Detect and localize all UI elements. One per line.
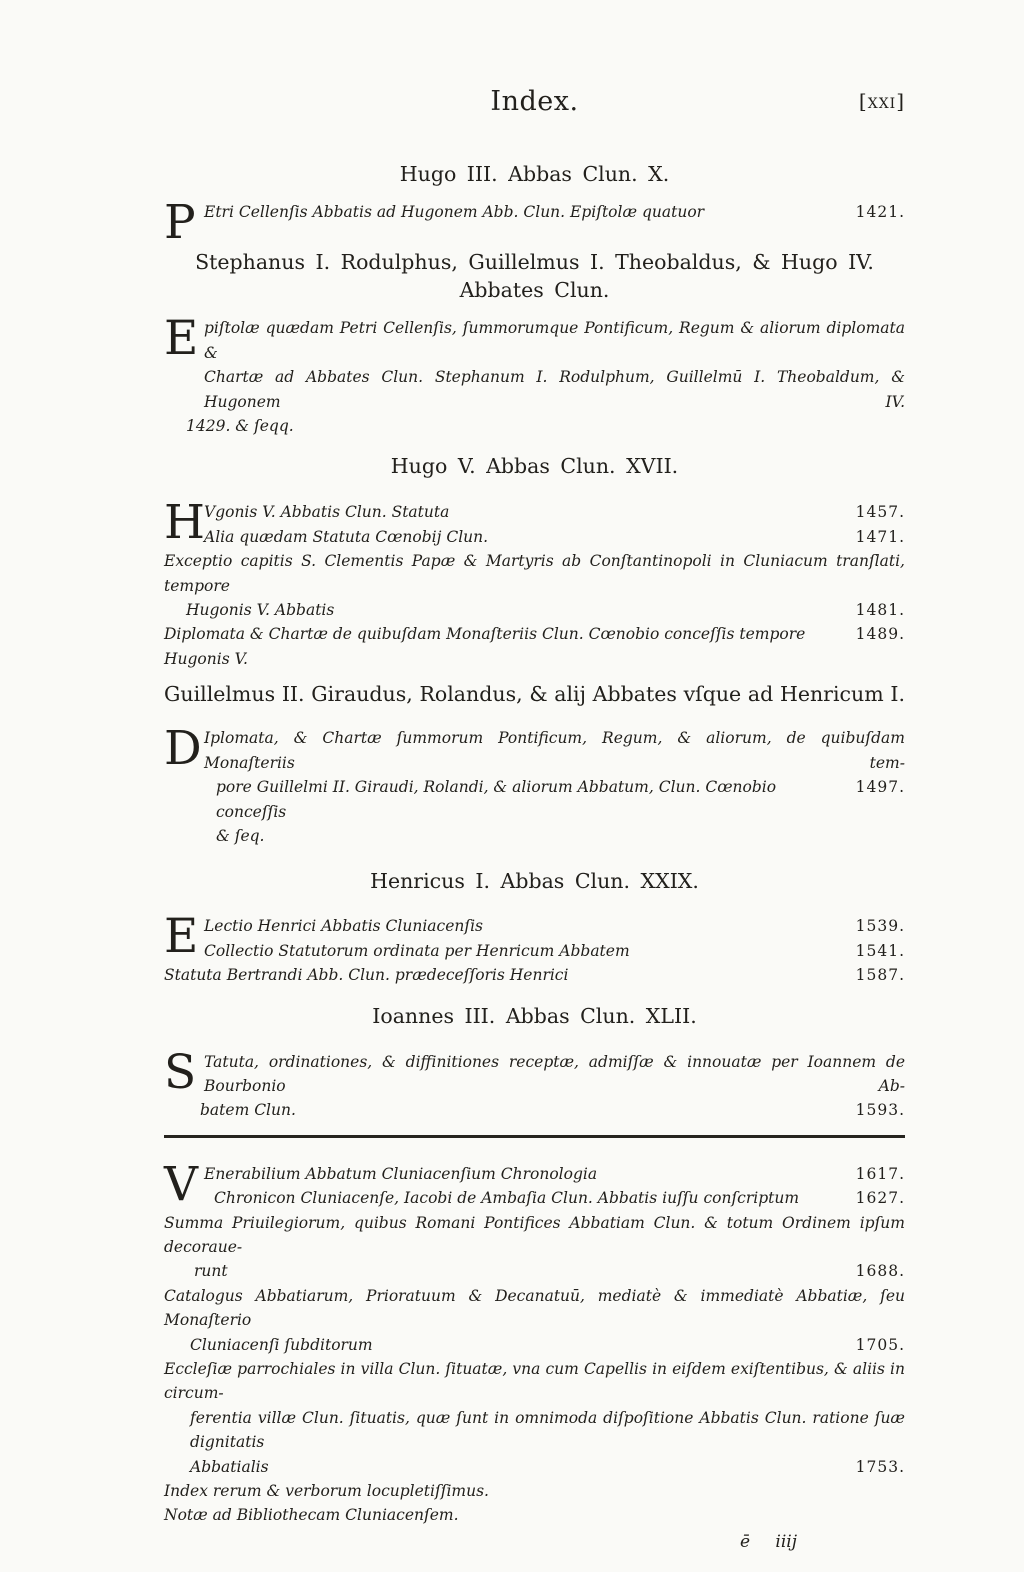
entry-text: Vgonis V. Abbatis Clun. Statuta: [204, 503, 450, 522]
entry-text: pore Guillelmi II. Giraudi, Rolandi, & aliorum Abbatum, Clun. Cœnobio conceſſis: [216, 778, 777, 821]
entry-line: [164, 365, 905, 414]
text-block: [164, 86, 905, 1552]
index-entry: [164, 311, 905, 438]
entry-text: Statuta Bertrandi Abb. Clun. prædeceſſoris Henrici: [164, 966, 569, 985]
entry-line: [164, 1186, 905, 1210]
page-header: [164, 86, 905, 124]
entry-text: Notæ ad Bibliothecam Cluniacenſem.: [164, 1506, 459, 1525]
entry-text: Enerabilium Abbatum Cluniacenſium Chronologia: [204, 1164, 598, 1183]
entry-line: [164, 1357, 905, 1406]
entry-line: [164, 1044, 905, 1100]
entry-pagenum: 1497.: [855, 778, 905, 797]
section-appendix: [164, 1156, 905, 1528]
entry-pagenum: 1627.: [855, 1189, 905, 1208]
entry-line: [164, 1333, 905, 1357]
section-hugo-iii: [164, 160, 905, 250]
entry-line: [164, 721, 905, 777]
entry-text: Catalogus Abbatiarum, Prioratuum & Decanatuū, mediatè & immediatè Abbatiæ, ſeu Monaſterio: [164, 1286, 905, 1330]
index-entry: [164, 195, 905, 250]
folio-number: [xxi]: [858, 89, 905, 113]
entry-pagenum: 1481.: [855, 601, 905, 620]
page-title: Index.: [490, 86, 579, 117]
dropcap-letter: V: [164, 1156, 198, 1212]
entry-line: [164, 200, 905, 224]
entry-pagenum: 1539.: [855, 917, 905, 936]
entry-text: Exceptio capitis S. Clementis Papæ & Martyris ab Conſtantinopoli in Cluniacum tranſlati, tempore: [164, 552, 905, 595]
index-entry: [164, 909, 905, 987]
entry-text: piſtolæ quædam Petri Cellenſis, ſummorumque Pontificum, Regum & aliorum diplomata &: [204, 319, 905, 362]
section-stephanus: [164, 248, 905, 438]
divider-rule: [164, 1135, 905, 1138]
entry-line: [164, 598, 905, 622]
entry-text: & ſeq.: [216, 826, 265, 845]
entry-text: Diplomata & Chartæ de quibuſdam Monaſteriis Clun. Cœnobio conceſſis tempore Hugonis V.: [164, 625, 806, 668]
dropcap-letter: D: [164, 721, 202, 777]
entry-pagenum: 1705.: [855, 1335, 905, 1354]
entry-pagenum: 1593.: [855, 1101, 905, 1120]
dropcap-letter: E: [164, 311, 199, 367]
entry-text: Eccleſiæ parrochiales in villa Clun. ſituatæ, vna cum Capellis in eiſdem exiſtentibus, & aliis in circum-: [164, 1360, 905, 1403]
entry-line: [164, 311, 905, 367]
entry-text: Hugonis V. Abbatis: [186, 601, 335, 620]
section-hugo-v: [164, 452, 905, 671]
entry-text: 1429. & ſeqq.: [186, 417, 294, 436]
entry-text: Chartæ ad Abbates Clun. Stephanum I. Rodulphum, Guillelmū I. Theobaldum, & Hugonem IV.: [204, 368, 905, 411]
entry-line: [164, 549, 905, 598]
entry-pagenum: 1457.: [855, 503, 905, 522]
section-heading: Hugo III. Abbas Clun. X.: [399, 162, 670, 186]
index-entry: [164, 1044, 905, 1123]
index-entry: [164, 721, 905, 848]
entry-text: Alia quædam Statuta Cœnobij Clun.: [204, 527, 489, 546]
entry-pagenum: 1617.: [855, 1164, 905, 1183]
entry-line: [164, 622, 905, 671]
entry-text: Etri Cellenſis Abbatis ad Hugonem Abb. Clun. Epiſtolæ quatuor: [204, 203, 705, 221]
entry-text: ferentia villæ Clun. ſituatis, quæ ſunt in omnimoda diſpoſitione Abbatis Clun. ratione ſuæ dignitatis: [190, 1408, 905, 1452]
entry-line: [164, 1406, 905, 1455]
entry-line: [164, 1455, 905, 1479]
entry-text: Cluniacenſi ſubditorum: [190, 1335, 373, 1354]
section-heading: Ioannes III. Abbas Clun. XLII.: [372, 1003, 697, 1028]
entry-text: Iplomata, & Chartæ ſummorum Pontificum, Regum, & aliorum, de quibuſdam Monaſteriis tem-: [204, 729, 905, 772]
entry-line: [164, 1503, 905, 1527]
entry-text: Collectio Statutorum ordinata per Henricum Abbatem: [204, 941, 630, 960]
entry-line: [164, 1211, 905, 1260]
index-entry: [164, 495, 905, 671]
entry-line: [164, 963, 905, 987]
entry-text: batem Clun.: [200, 1101, 296, 1120]
entry-line: [164, 525, 905, 549]
entry-pagenum: 1489.: [855, 625, 905, 644]
dropcap-letter: P: [164, 195, 196, 250]
entry-text: Index rerum & verborum locupletiſſimus.: [164, 1482, 489, 1501]
entry-pagenum: 1688.: [855, 1262, 905, 1281]
dropcap-letter: E: [164, 909, 199, 965]
signature-mark: ē iiij: [739, 1531, 797, 1552]
section-heading: Henricus I. Abbas Clun. XXIX.: [370, 869, 699, 894]
section-heading: Hugo V. Abbas Clun. XVII.: [390, 454, 679, 479]
section-heading: Abbates Clun.: [459, 278, 610, 303]
entry-pagenum: 1541.: [855, 941, 905, 960]
entry-text: Chronicon Cluniacenſe, Iacobi de Ambaſia Clun. Abbatis iuſſu conſcriptum: [214, 1189, 800, 1208]
section-heading: Stephanus I. Rodulphus, Guillelmus I. Theobaldus, & Hugo IV.: [195, 250, 874, 275]
index-entry: [164, 1156, 905, 1528]
entry-line: [164, 414, 905, 438]
section-ioannes-iii: [164, 1002, 905, 1123]
entry-pagenum: 1421.: [855, 203, 905, 221]
entry-line: [164, 775, 905, 824]
entry-pagenum: 1471.: [855, 527, 905, 546]
entry-line: [164, 824, 905, 848]
section-heading: Guillelmus II. Giraudus, Rolandus, & alij Abbates vſque ad Henricum I.: [164, 682, 905, 707]
dropcap-letter: S: [164, 1044, 197, 1100]
entry-text: Summa Priuilegiorum, quibus Romani Pontifices Abbatiam Clun. & totum Ordinem ipſum decoraue-: [164, 1213, 905, 1256]
entry-text: runt: [194, 1262, 228, 1281]
dropcap-letter: H: [164, 495, 205, 551]
entry-text: Abbatialis: [190, 1457, 269, 1476]
entry-text: Lectio Henrici Abbatis Cluniacenſis: [204, 917, 484, 936]
entry-line: [164, 1162, 905, 1186]
entry-line: [164, 914, 905, 938]
entry-line: [164, 1098, 905, 1122]
entry-line: [164, 1259, 905, 1283]
entry-text: Tatuta, ordinationes, & diffinitiones receptæ, admiſſæ & innouatæ per Ioannem de Bourbonio Ab-: [204, 1052, 905, 1095]
section-guillelmus-ii: [164, 680, 905, 848]
entry-pagenum: 1753.: [855, 1457, 905, 1476]
entry-pagenum: 1587.: [855, 966, 905, 985]
entry-line: [164, 939, 905, 963]
entry-line: [164, 500, 905, 524]
entry-line: [164, 1479, 905, 1503]
entry-line: [164, 1284, 905, 1333]
section-henricus-i: [164, 867, 905, 987]
